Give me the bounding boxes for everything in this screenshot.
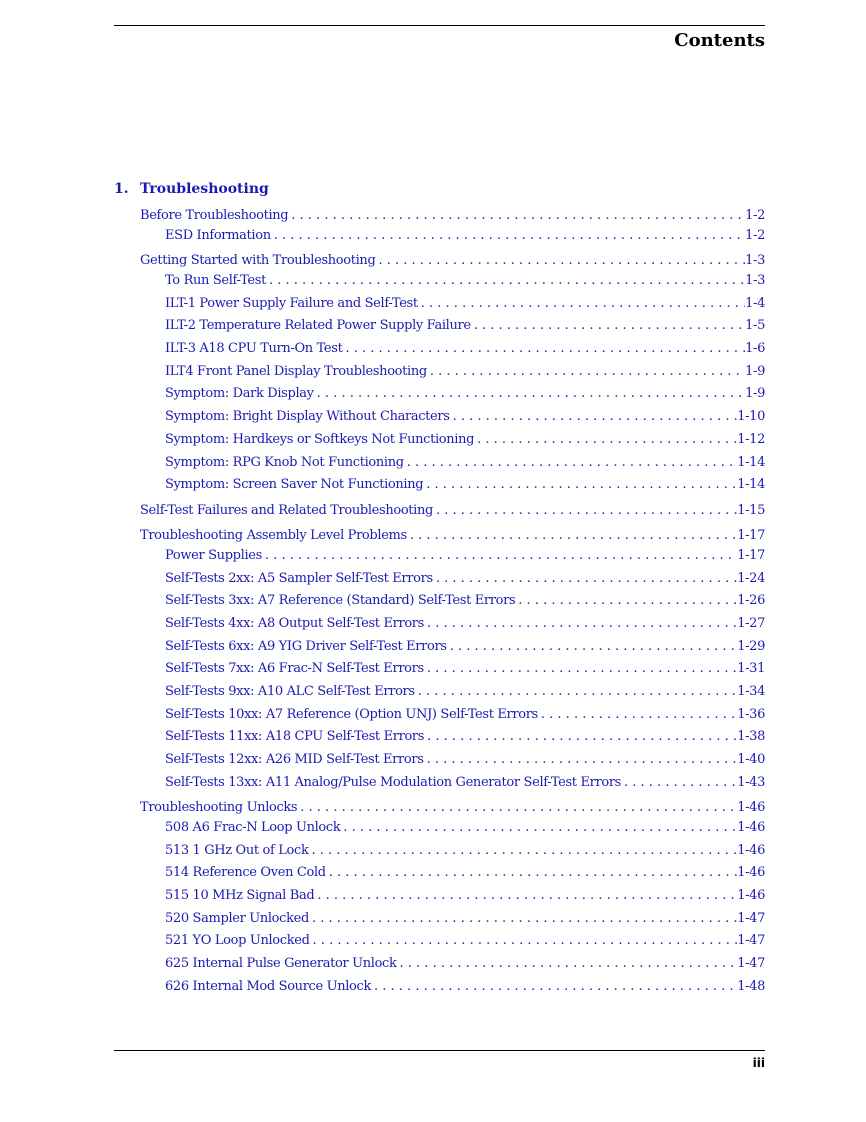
toc-entry-page: 1-34	[737, 684, 765, 699]
toc-entry-label: Symptom: RPG Knob Not Functioning	[165, 455, 404, 470]
toc-leader-dots	[424, 752, 738, 767]
toc-entry-label: Self-Tests 13xx: A11 Analog/Pulse Modulation Generator Self-Test Errors	[165, 775, 621, 790]
toc-entry-label: Symptom: Screen Saver Not Functioning	[165, 477, 424, 492]
toc-leader-dots	[407, 528, 737, 543]
toc-entry[interactable]	[165, 364, 765, 382]
toc-entry-page: 1-47	[737, 956, 765, 971]
toc-leader-dots	[371, 979, 737, 994]
toc-entry-page: 1-17	[737, 528, 765, 543]
toc-entry-label: ILT-2 Temperature Related Power Supply Failure	[165, 318, 471, 333]
toc-entry-page: 1-9	[745, 364, 765, 379]
toc-leader-dots	[415, 684, 737, 699]
toc-entry-label: ESD Information	[165, 228, 271, 243]
toc-entry-label: 626 Internal Mod Source Unlock	[165, 979, 371, 994]
toc-leader-dots	[375, 253, 745, 268]
toc-entry-page: 1-2	[745, 208, 765, 223]
toc-entry-page: 1-38	[737, 729, 765, 744]
toc-entry[interactable]	[165, 707, 765, 725]
toc-entry-page: 1-47	[737, 911, 765, 926]
toc-entry-label: Symptom: Dark Display	[165, 386, 314, 401]
toc-entry-page: 1-12	[737, 432, 765, 447]
toc-entry-page: 1-36	[737, 707, 765, 722]
toc-entry[interactable]	[165, 296, 765, 314]
toc-entry[interactable]	[165, 432, 765, 450]
toc-entry[interactable]	[165, 639, 765, 657]
chapter-number: 1.	[114, 181, 129, 197]
toc-entry-page: 1-46	[737, 843, 765, 858]
toc-entry-label: 520 Sampler Unlocked	[165, 911, 309, 926]
toc-entry-page: 1-46	[737, 800, 765, 815]
toc-entry[interactable]	[140, 503, 765, 521]
toc-leader-dots	[340, 820, 737, 835]
toc-entry-label: Self-Tests 3xx: A7 Reference (Standard) Self-Test Errors	[165, 593, 516, 608]
toc-entry[interactable]	[165, 228, 765, 246]
toc-entry-page: 1-5	[745, 318, 765, 333]
toc-leader-dots	[418, 296, 745, 311]
toc-leader-dots	[423, 477, 737, 492]
toc-entry-label: Self-Tests 6xx: A9 YIG Driver Self-Test Errors	[165, 639, 447, 654]
toc-leader-dots	[297, 800, 737, 815]
toc-entry[interactable]	[165, 933, 765, 951]
toc-entry-page: 1-15	[737, 503, 765, 518]
toc-entry-page: 1-29	[737, 639, 765, 654]
toc-entry-page: 1-24	[737, 571, 765, 586]
toc-entry-label: Self-Tests 11xx: A18 CPU Self-Test Errors	[165, 729, 425, 744]
toc-entry[interactable]	[165, 729, 765, 747]
toc-leader-dots	[314, 386, 745, 401]
toc-entry-page: 1-26	[737, 593, 765, 608]
toc-entry[interactable]	[165, 571, 765, 589]
toc-entry[interactable]	[165, 979, 765, 997]
toc-entry-label: 514 Reference Oven Cold	[165, 865, 326, 880]
toc-entry[interactable]	[165, 341, 765, 359]
toc-leader-dots	[538, 707, 737, 722]
toc-entry-page: 1-47	[737, 933, 765, 948]
toc-entry[interactable]	[165, 865, 765, 883]
toc-leader-dots	[450, 409, 738, 424]
toc-leader-dots	[433, 571, 737, 586]
toc-entry-label: Self-Tests 12xx: A26 MID Self-Test Errors	[165, 752, 424, 767]
toc-leader-dots	[266, 273, 745, 288]
toc-entry-label: Self-Tests 4xx: A8 Output Self-Test Errors	[165, 616, 424, 631]
toc-entry[interactable]	[165, 386, 765, 404]
toc-leader-dots	[262, 548, 737, 563]
toc-entry-page: 1-43	[737, 775, 765, 790]
toc-entry-page: 1-14	[737, 477, 765, 492]
toc-entry-label: Self-Tests 9xx: A10 ALC Self-Test Errors	[165, 684, 415, 699]
toc-entry-label: Power Supplies	[165, 548, 262, 563]
toc-entry-page: 1-9	[745, 386, 765, 401]
toc-entry-label: 508 A6 Frac-N Loop Unlock	[165, 820, 341, 835]
toc-entry-label: 625 Internal Pulse Generator Unlock	[165, 956, 397, 971]
toc-entry-page: 1-46	[737, 888, 765, 903]
toc-leader-dots	[326, 865, 737, 880]
toc-entry[interactable]	[165, 477, 765, 495]
toc-entry[interactable]	[165, 752, 765, 770]
toc-entry[interactable]	[165, 318, 765, 336]
toc-leader-dots	[310, 933, 738, 948]
toc-entry-label: Symptom: Bright Display Without Characters	[165, 409, 450, 424]
toc-entry-label: 515 10 MHz Signal Bad	[165, 888, 315, 903]
toc-entry-page: 1-14	[737, 455, 765, 470]
toc-entry-page: 1-4	[745, 296, 765, 311]
toc-entry[interactable]	[165, 911, 765, 929]
toc-leader-dots	[424, 729, 737, 744]
chapter-title: Troubleshooting	[140, 181, 269, 197]
toc-entry[interactable]	[140, 528, 765, 546]
toc-entry-page: 1-6	[745, 341, 765, 356]
toc-leader-dots	[271, 228, 745, 243]
toc-entry[interactable]	[165, 548, 765, 566]
toc-entry-page: 1-3	[745, 253, 765, 268]
toc-entry[interactable]	[140, 253, 765, 271]
toc-leader-dots	[424, 661, 737, 676]
toc-entry-page: 1-31	[737, 661, 765, 676]
toc-entry-label: Troubleshooting Unlocks	[140, 800, 298, 815]
toc-entry-page: 1-2	[745, 228, 765, 243]
toc-leader-dots	[342, 341, 745, 356]
footer-rule	[114, 1050, 765, 1051]
toc-entry[interactable]	[165, 409, 765, 427]
toc-entry[interactable]	[165, 661, 765, 679]
toc-entry[interactable]	[165, 455, 765, 473]
toc-leader-dots	[424, 616, 737, 631]
toc-leader-dots	[515, 593, 737, 608]
toc-entry-label: 521 YO Loop Unlocked	[165, 933, 310, 948]
toc-leader-dots	[308, 843, 737, 858]
toc-entry[interactable]	[140, 800, 765, 818]
toc-entry-page: 1-46	[737, 865, 765, 880]
toc-leader-dots	[427, 364, 745, 379]
toc-entry-page: 1-27	[737, 616, 765, 631]
toc-entry-page: 1-3	[745, 273, 765, 288]
toc-entry-label: ILT-1 Power Supply Failure and Self-Test	[165, 296, 418, 311]
toc-entry[interactable]	[165, 956, 765, 974]
toc-leader-dots	[474, 432, 737, 447]
toc-entry-page: 1-17	[737, 548, 765, 563]
toc-entry-label: To Run Self-Test	[165, 273, 266, 288]
toc-leader-dots	[397, 956, 738, 971]
toc-entry-label: Self-Tests 2xx: A5 Sampler Self-Test Errors	[165, 571, 433, 586]
toc-entry-label: 513 1 GHz Out of Lock	[165, 843, 309, 858]
toc-leader-dots	[288, 208, 745, 223]
toc-entry-label: Self-Tests 10xx: A7 Reference (Option UNJ) Self-Test Errors	[165, 707, 538, 722]
toc-entry-label: ILT-3 A18 CPU Turn-On Test	[165, 341, 343, 356]
toc-entry[interactable]	[165, 616, 765, 634]
toc-entry-page: 1-48	[737, 979, 765, 994]
toc-leader-dots	[314, 888, 737, 903]
toc-entry[interactable]	[165, 684, 765, 702]
toc-entry-page: 1-10	[737, 409, 765, 424]
toc-leader-dots	[621, 775, 737, 790]
toc-entry[interactable]	[165, 888, 765, 906]
toc-entry-page: 1-46	[737, 820, 765, 835]
toc-entry-label: Troubleshooting Assembly Level Problems	[140, 528, 407, 543]
toc-entry-label: ILT4 Front Panel Display Troubleshooting	[165, 364, 427, 379]
toc-leader-dots	[471, 318, 745, 333]
toc-entry[interactable]	[165, 273, 765, 291]
toc-entry-label: Symptom: Hardkeys or Softkeys Not Functioning	[165, 432, 475, 447]
folio-page-number: iii	[752, 1056, 765, 1070]
toc-entry-label: Self-Test Failures and Related Troubleshooting	[140, 503, 433, 518]
toc-entry[interactable]	[165, 593, 765, 611]
toc-leader-dots	[447, 639, 737, 654]
toc-leader-dots	[404, 455, 737, 470]
toc-leader-dots	[433, 503, 737, 518]
toc-entry-label: Self-Tests 7xx: A6 Frac-N Self-Test Errors	[165, 661, 424, 676]
toc-entry-label: Before Troubleshooting	[140, 208, 289, 223]
toc-entry[interactable]	[165, 843, 765, 861]
toc-entry-page: 1-40	[737, 752, 765, 767]
toc-entry[interactable]	[165, 775, 765, 793]
page-title: Contents	[674, 30, 765, 51]
toc-entry-label: Getting Started with Troubleshooting	[140, 253, 376, 268]
toc-entry[interactable]	[165, 820, 765, 838]
toc-leader-dots	[309, 911, 737, 926]
toc-entry[interactable]	[140, 208, 765, 226]
